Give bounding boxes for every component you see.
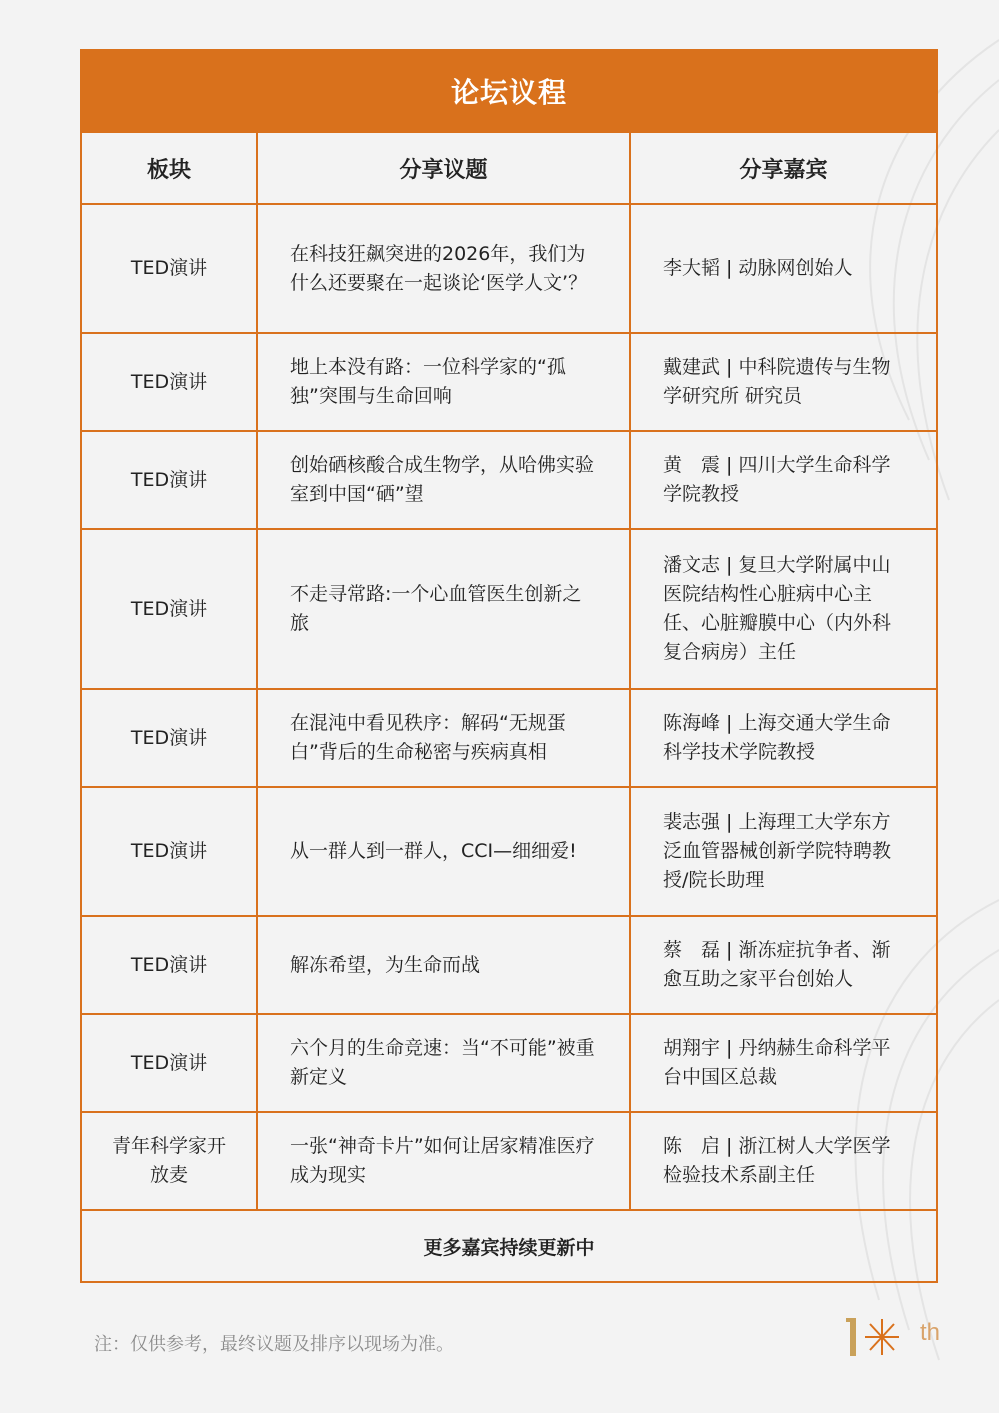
table-row [81, 689, 937, 787]
table-title: 论坛议程 [81, 50, 937, 132]
row-speaker: 陈 启 | 浙江树人大学医学检验技术系副主任 [630, 1112, 937, 1210]
table-row [81, 916, 937, 1014]
row-section: TED演讲 [81, 204, 257, 333]
row-topic: 从一群人到一群人，CCI—细细爱! [257, 787, 630, 916]
header-row [81, 132, 937, 204]
row-speaker: 裴志强 | 上海理工大学东方泛血管器械创新学院特聘教授/院长助理 [630, 787, 937, 916]
row-topic: 在混沌中看见秩序：解码“无规蛋白”背后的生命秘密与疾病真相 [257, 689, 630, 787]
row-speaker: 陈海峰 | 上海交通大学生命科学技术学院教授 [630, 689, 937, 787]
row-topic: 不走寻常路:一个心血管医生创新之旅 [257, 529, 630, 689]
table-row [81, 204, 937, 333]
row-section: TED演讲 [81, 916, 257, 1014]
row-section: TED演讲 [81, 787, 257, 916]
row-speaker: 李大韬 | 动脉网创始人 [630, 204, 937, 333]
row-section: 青年科学家开放麦 [81, 1112, 257, 1210]
header-section: 板块 [81, 132, 257, 204]
row-section: TED演讲 [81, 689, 257, 787]
row-speaker: 蔡 磊 | 渐冻症抗争者、渐愈互助之家平台创始人 [630, 916, 937, 1014]
header-speaker: 分享嘉宾 [630, 132, 937, 204]
footer-row [81, 1210, 937, 1282]
row-topic: 在科技狂飙突进的2026年，我们为什么还要聚在一起谈论‘医学人文’？ [257, 204, 630, 333]
table-row [81, 431, 937, 529]
row-topic: 地上本没有路：一位科学家的“孤独”突围与生命回响 [257, 333, 630, 431]
row-speaker: 胡翔宇 | 丹纳赫生命科学平台中国区总裁 [630, 1014, 937, 1112]
row-section: TED演讲 [81, 529, 257, 689]
table-row [81, 333, 937, 431]
row-speaker: 潘文志 | 复旦大学附属中山医院结构性心脏病中心主任、心脏瓣膜中心（内外科复合病房）主任 [630, 529, 937, 689]
10th-anniversary-logo [846, 1312, 956, 1362]
table-row [81, 529, 937, 689]
row-section: TED演讲 [81, 1014, 257, 1112]
header-topic: 分享议题 [257, 132, 630, 204]
agenda-table [80, 49, 938, 1283]
table-row [81, 1112, 937, 1210]
disclaimer-note: 注：仅供参考，最终议题及排序以现场为准。 [94, 1334, 454, 1355]
row-topic: 创始硒核酸合成生物学，从哈佛实验室到中国“硒”望 [257, 431, 630, 529]
row-section: TED演讲 [81, 431, 257, 529]
more-speakers-note: 更多嘉宾持续更新中 [81, 1210, 937, 1282]
row-speaker: 戴建武 | 中科院遗传与生物学研究所 研究员 [630, 333, 937, 431]
row-topic: 一张“神奇卡片”如何让居家精准医疗成为现实 [257, 1112, 630, 1210]
table-row [81, 1014, 937, 1112]
row-topic: 解冻希望，为生命而战 [257, 916, 630, 1014]
row-section: TED演讲 [81, 333, 257, 431]
svg-text:th: th [920, 1319, 941, 1346]
table-row [81, 787, 937, 916]
title-row [81, 50, 937, 132]
row-speaker: 黄 震 | 四川大学生命科学学院教授 [630, 431, 937, 529]
row-topic: 六个月的生命竞速：当“不可能”被重新定义 [257, 1014, 630, 1112]
